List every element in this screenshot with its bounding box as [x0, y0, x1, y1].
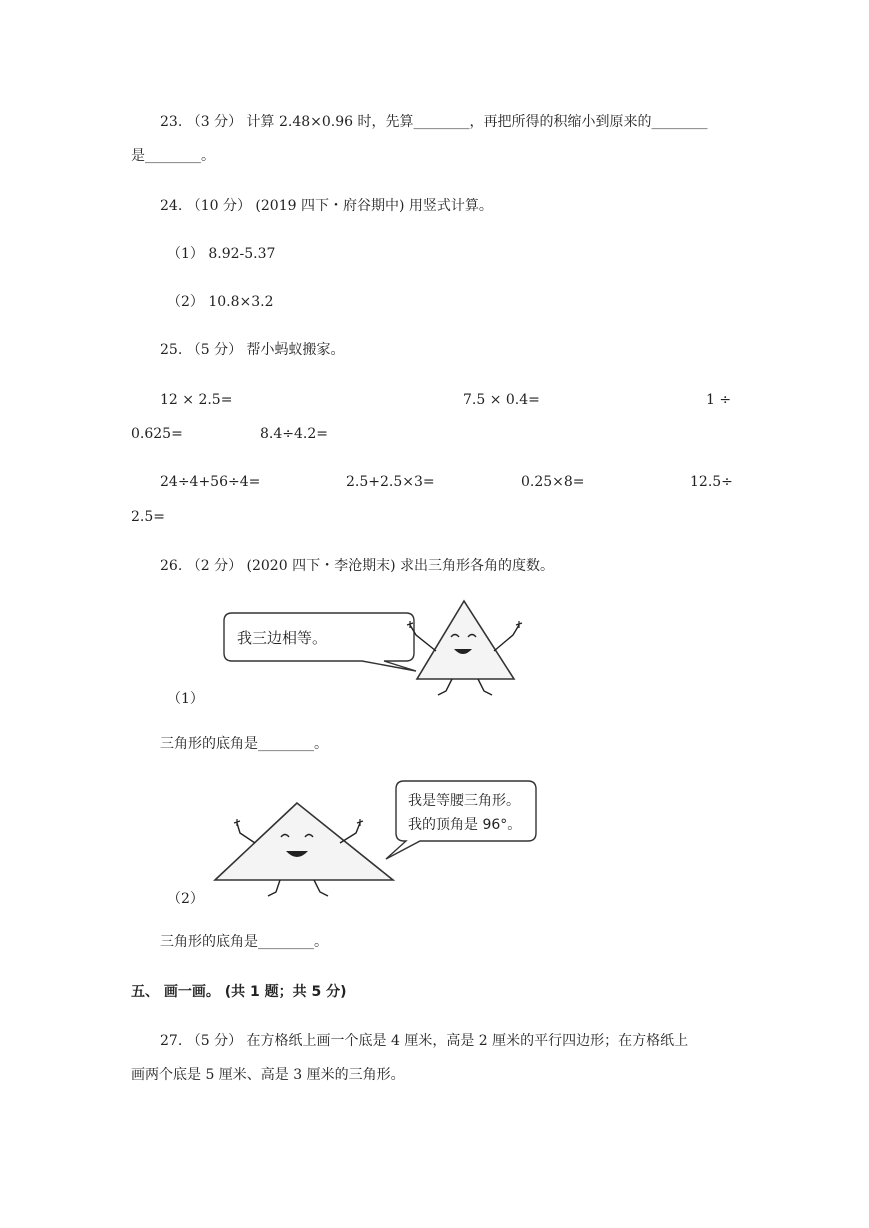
q26-header: 26. （2 分） (2020 四下・李沧期末) 求出三角形各角的度数。: [160, 558, 554, 574]
q25-row3-d: 12.5÷: [690, 474, 733, 490]
q23-line1: 23. （3 分） 计算 2.48×0.96 时，先算________，再把所得的积缩小到原来的________: [160, 114, 708, 130]
q24-sub2: （2） 10.8×3.2: [167, 294, 274, 310]
q27-line1: 27. （5 分） 在方格纸上画一个底是 4 厘米，高是 2 厘米的平行四边形；在方格纸上: [160, 1033, 689, 1049]
q24-sub1: （1） 8.92-5.37: [167, 246, 276, 262]
section5-heading: 五、 画一画。 (共 1 题；共 5 分): [131, 984, 347, 1000]
q25-row3-a: 24÷4+56÷4=: [160, 474, 261, 490]
bubble-2-line2: 我的顶角是 96°。: [408, 817, 522, 833]
isosceles-triangle-figure: [210, 775, 550, 900]
q25-row1-c: 1 ÷: [706, 392, 732, 408]
q23-line2: 是________。: [131, 148, 215, 164]
q27-line2: 画两个底是 5 厘米、高是 3 厘米的三角形。: [131, 1067, 405, 1083]
triangle-body-2: [215, 803, 393, 880]
bubble-1-text: 我三边相等。: [237, 629, 328, 647]
q25-row3-c: 0.25×8=: [521, 474, 585, 490]
q25-row1-b: 7.5 × 0.4=: [463, 392, 540, 408]
q26-part1-label: （1）: [167, 691, 204, 707]
q25-header: 25. （5 分） 帮小蚂蚁搬家。: [160, 342, 345, 358]
q25-row2-a: 0.625=: [131, 426, 183, 442]
q26-part1-answer: 三角形的底角是________。: [160, 736, 328, 752]
q25-row3-b: 2.5+2.5×3=: [346, 474, 435, 490]
q24-header: 24. （10 分） (2019 四下・府谷期中) 用竖式计算。: [160, 198, 493, 214]
q25-row2-b: 8.4÷4.2=: [260, 426, 328, 442]
equilateral-triangle-figure: [210, 595, 540, 705]
bubble-2-line1: 我是等腰三角形。: [408, 793, 520, 809]
q25-row4-a: 2.5=: [131, 509, 165, 525]
q26-part2-label: （2）: [167, 891, 204, 907]
q25-row1-a: 12 × 2.5=: [160, 392, 233, 408]
triangle-body-1: [417, 601, 514, 679]
q26-part2-answer: 三角形的底角是________。: [160, 934, 328, 950]
